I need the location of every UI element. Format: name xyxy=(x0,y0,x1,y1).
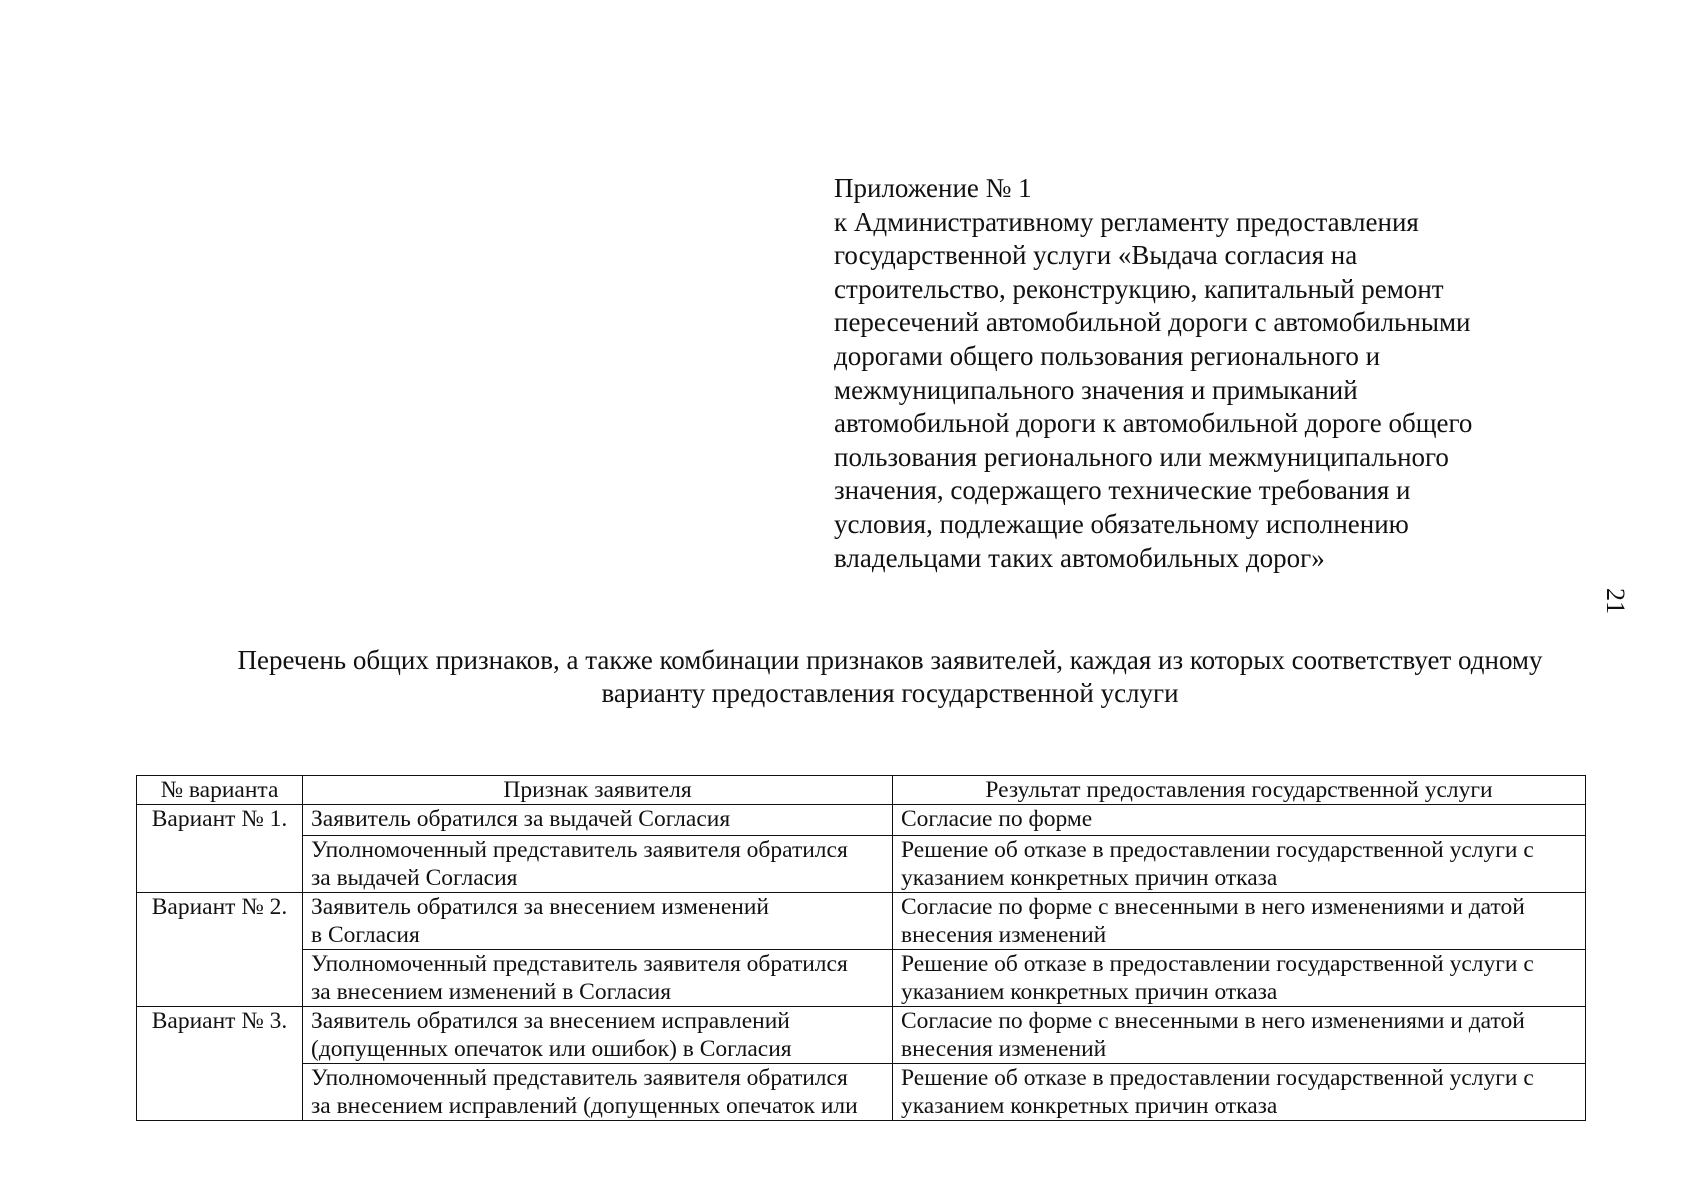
cell-line: Согласие по форме xyxy=(901,806,1093,832)
cell-line: указанием конкретных причин отказа xyxy=(901,1093,1278,1119)
cell-line: внесения изменений xyxy=(901,922,1107,948)
appendix-line: пересечений автомобильной дороги с автомобильными xyxy=(834,307,1471,338)
cell-line: указанием конкретных причин отказа xyxy=(901,865,1278,891)
cell-line: Решение об отказе в предоставлении государственной услуги с xyxy=(901,837,1534,863)
table-row xyxy=(137,836,1586,893)
appendix-line: дорогами общего пользования регионального и xyxy=(834,340,1381,371)
variant-label: Вариант № 2. xyxy=(137,893,303,1007)
list-title xyxy=(130,644,1650,710)
appendix-line: значения, содержащего технические требования и xyxy=(834,475,1411,506)
cell-line: в Согласия xyxy=(311,922,420,948)
cell-line: Уполномоченный представитель заявителя обратился xyxy=(311,837,848,863)
appendix-line: условия, подлежащие обязательному исполнению xyxy=(834,508,1409,539)
appendix-line: межмуниципального значения и примыканий xyxy=(834,374,1358,405)
service-result-cell xyxy=(893,836,1586,893)
appendix-line: к Административному регламенту предоставления xyxy=(834,206,1419,237)
header-applicant-sign: Признак заявителя xyxy=(303,776,893,805)
appendix-line: строительство, реконструкцию, капитальный ремонт xyxy=(834,273,1444,304)
applicant-sign-cell xyxy=(303,1007,893,1064)
table-header-row xyxy=(137,776,1586,805)
variants-table xyxy=(136,775,1586,1121)
appendix-line: автомобильной дороги к автомобильной дороге общего xyxy=(834,408,1473,439)
variant-label: Вариант № 3. xyxy=(137,1007,303,1121)
cell-line: за внесением изменений в Согласия xyxy=(311,979,672,1005)
appendix-line: государственной услуги «Выдача согласия на xyxy=(834,240,1358,271)
cell-line: за выдачей Согласия xyxy=(311,865,518,891)
cell-line: (допущенных опечаток или ошибок) в Согласия xyxy=(311,1036,792,1062)
cell-line: Согласие по форме с внесенными в него изменениями и датой xyxy=(901,1008,1525,1034)
cell-line: Заявитель обратился за внесением изменений xyxy=(311,894,769,920)
table-row xyxy=(137,805,1586,836)
table-row xyxy=(137,1064,1586,1121)
applicant-sign-cell xyxy=(303,805,893,836)
cell-line: внесения изменений xyxy=(901,1036,1107,1062)
list-title-line: Перечень общих признаков, а также комбинации признаков заявителей, каждая из которых соответствует одному xyxy=(237,645,1543,675)
cell-line: указанием конкретных причин отказа xyxy=(901,979,1278,1005)
table-row xyxy=(137,893,1586,950)
service-result-cell xyxy=(893,805,1586,836)
appendix-line: владельцами таких автомобильных дорог» xyxy=(834,542,1325,573)
cell-line: за внесением исправлений (допущенных опечаток или xyxy=(311,1093,858,1119)
service-result-cell xyxy=(893,950,1586,1007)
cell-line: Решение об отказе в предоставлении государственной услуги с xyxy=(901,1065,1534,1091)
cell-line: Уполномоченный представитель заявителя обратился xyxy=(311,1065,848,1091)
cell-line: Заявитель обратился за выдачей Согласия xyxy=(311,806,731,832)
service-result-cell xyxy=(893,1064,1586,1121)
table-row xyxy=(137,950,1586,1007)
cell-line: Согласие по форме с внесенными в него изменениями и датой xyxy=(901,894,1525,920)
header-variant-number: № варианта xyxy=(137,776,303,805)
cell-line: Решение об отказе в предоставлении государственной услуги с xyxy=(901,951,1534,977)
appendix-line: пользования регионального или межмуниципального xyxy=(834,441,1449,472)
header-service-result: Результат предоставления государственной услуги xyxy=(893,776,1586,805)
list-title-line: варианту предоставления государственной услуги xyxy=(601,678,1179,708)
table-row xyxy=(137,1007,1586,1064)
appendix-header xyxy=(834,172,1554,575)
appendix-title: Приложение № 1 xyxy=(834,173,1032,203)
applicant-sign-cell xyxy=(303,893,893,950)
cell-line: Заявитель обратился за внесением исправлений xyxy=(311,1008,790,1034)
variant-label: Вариант № 1. xyxy=(137,805,303,893)
applicant-sign-cell xyxy=(303,1064,893,1121)
cell-line: Уполномоченный представитель заявителя обратился xyxy=(311,951,848,977)
applicant-sign-cell xyxy=(303,950,893,1007)
service-result-cell xyxy=(893,1007,1586,1064)
applicant-sign-cell xyxy=(303,836,893,893)
service-result-cell xyxy=(893,893,1586,950)
page-number: 21 xyxy=(1601,588,1630,614)
